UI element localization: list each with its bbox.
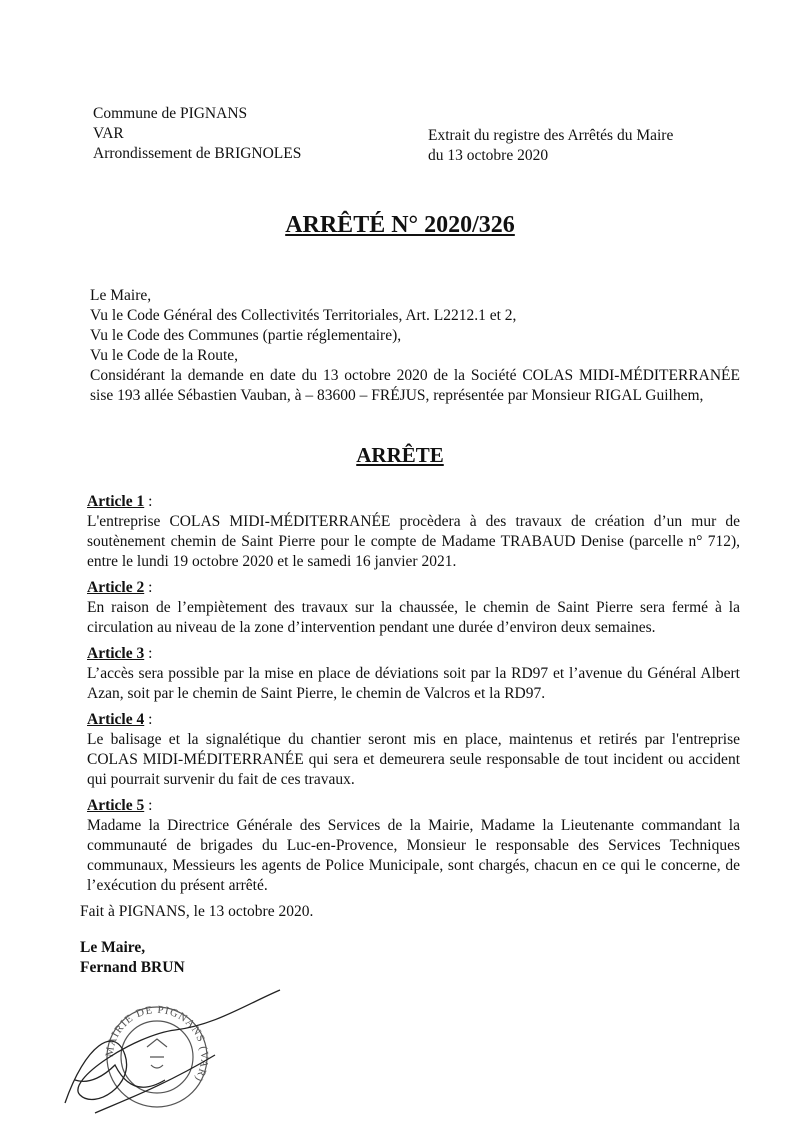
article-title: Article 3: [87, 645, 145, 662]
preamble-vu-communes: Vu le Code des Communes (partie réglementaire),: [90, 327, 402, 344]
article-title: Article 1: [87, 493, 145, 510]
article-1: [87, 492, 740, 572]
stamp-text-path: MAIRIE DE PIGNANS (VAR): [103, 1003, 211, 1085]
arrondissement-name: Arrondissement de BRIGNOLES: [93, 145, 302, 162]
article-3: [87, 644, 740, 704]
article-title: Article 4: [87, 711, 145, 728]
register-extract-header: [428, 126, 673, 166]
preamble-mayor: Le Maire,: [90, 287, 152, 304]
article-title: Article 2: [87, 579, 145, 596]
department-name: VAR: [93, 125, 124, 142]
preamble-vu-route: Vu le Code de la Route,: [90, 347, 239, 364]
article-colon: :: [144, 493, 153, 510]
article-2: [87, 578, 740, 638]
article-body: Madame la Directrice Générale des Services de la Mairie, Madame la Lieutenante commandant la communauté de brigades du Luc-en-Provence, Monsieur le responsable des Services Techniques communaux, Messieurs les agents de Police Municipale, sont chargés, chacun en ce qui le concerne, de l’exécution du présent arrêté.: [87, 817, 740, 894]
article-body: L’accès sera possible par la mise en place de déviations soit par la RD97 et l’avenue du Général Albert Azan, soit par le chemin de Saint Pierre, le chemin de Valcros et la RD97.: [87, 665, 740, 702]
preamble-vu-cgct: Vu le Code Général des Collectivités Territoriales, Art. L2212.1 et 2,: [90, 307, 517, 324]
article-colon: :: [144, 711, 153, 728]
commune-header: [93, 104, 301, 164]
signatory-name: Fernand BRUN: [80, 959, 185, 976]
article-colon: :: [144, 645, 153, 662]
decree-heading: ARRÊTE: [356, 443, 444, 467]
article-body: L'entreprise COLAS MIDI-MÉDITERRANÉE procèdera à des travaux de création d’un mur de soutènement chemin de Saint Pierre pour le compte de Madame TRABAUD Denise (parcelle n° 712), entre le lundi 19 octobre 2020 et le samedi 16 janvier 2021.: [87, 513, 740, 570]
document-title: ARRÊTÉ N° 2020/326: [285, 212, 515, 238]
article-title: Article 5: [87, 797, 145, 814]
closing-place-date: Fait à PIGNANS, le 13 octobre 2020.: [80, 903, 314, 920]
article-5: [87, 796, 740, 896]
signatory-role: Le Maire,: [80, 939, 146, 956]
register-extract-date: du 13 octobre 2020: [428, 147, 549, 164]
article-colon: :: [144, 797, 153, 814]
mairie-stamp-and-signature: [55, 985, 295, 1120]
preamble-considerant: Considérant la demande en date du 13 octobre 2020 de la Société COLAS MIDI-MÉDITERRANÉE sise 193 allée Sébastien Vauban, à – 83600 – FRÉJUS, représentée par Monsieur RIGAL Guilhem,: [90, 367, 740, 404]
article-body: En raison de l’empiètement des travaux sur la chaussée, le chemin de Saint Pierre sera fermé à la circulation au niveau de la zone d’intervention pendant une durée d’environ deux semaines.: [87, 599, 740, 636]
article-4: [87, 710, 740, 790]
article-colon: :: [144, 579, 153, 596]
articles-list: [87, 492, 740, 902]
preamble: [90, 286, 740, 406]
register-extract-label: Extrait du registre des Arrêtés du Maire: [428, 127, 674, 144]
article-body: Le balisage et la signalétique du chantier seront mis en place, maintenus et retirés par l'entreprise COLAS MIDI-MÉDITERRANÉE qui sera et demeurera seule responsable de tout incident ou accident qui pourrait survenir du fait de ces travaux.: [87, 731, 740, 788]
commune-name: Commune de PIGNANS: [93, 105, 248, 122]
signature-block: [80, 938, 185, 978]
